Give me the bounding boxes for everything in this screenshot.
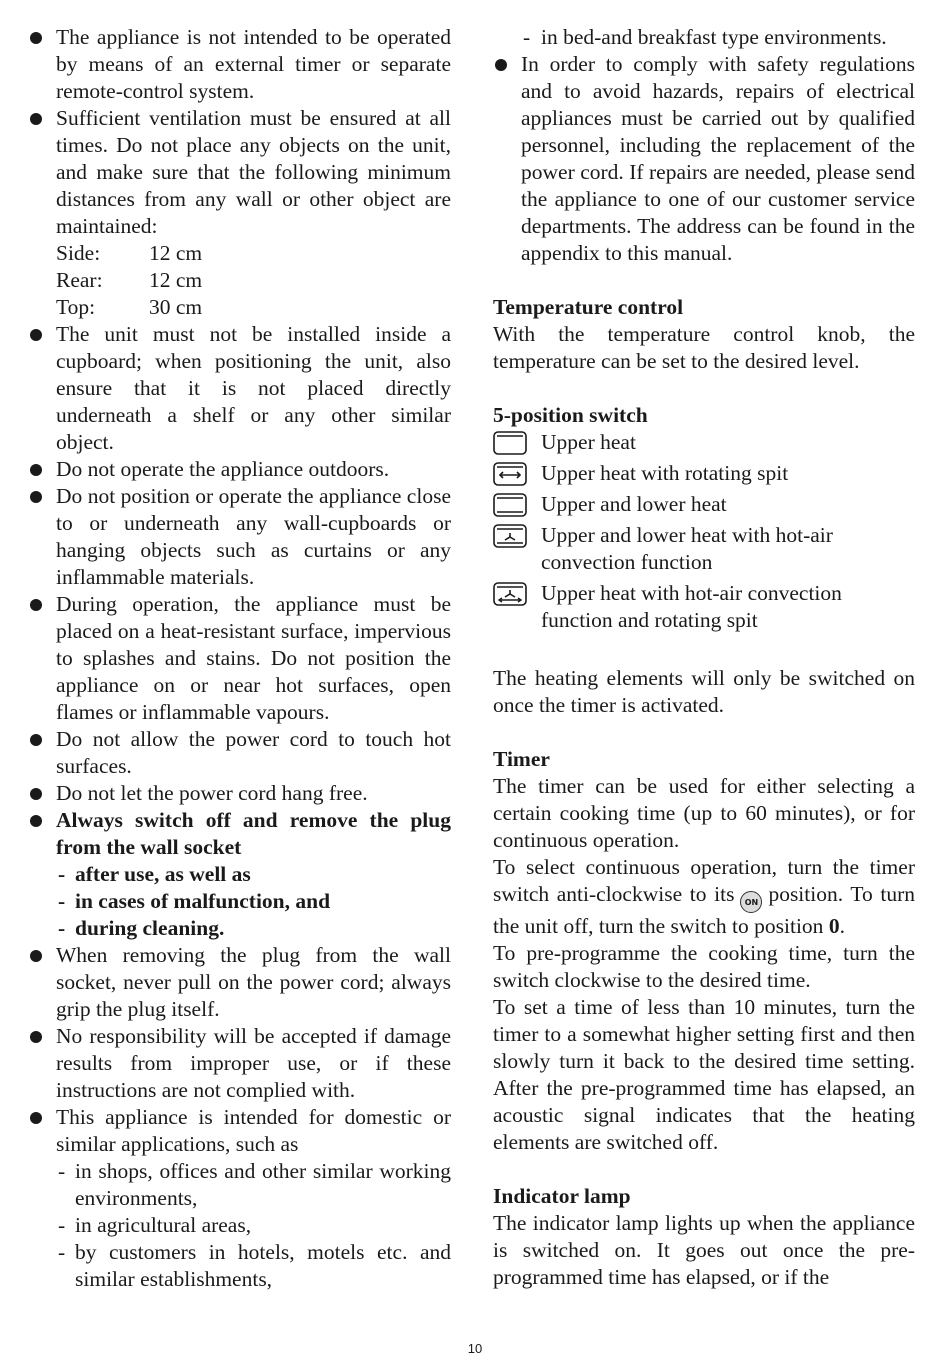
sub-item xyxy=(56,1239,451,1293)
section-heading-switch: 5-position switch xyxy=(493,403,648,427)
bullet-heat-resistant xyxy=(28,591,451,726)
sub-item xyxy=(56,1212,451,1239)
switch-item-upper-lower-convection xyxy=(493,522,915,576)
upper-convection-spit-icon xyxy=(493,582,527,606)
position-zero: 0 xyxy=(828,914,840,938)
sub-item-text: - by customers in hotels, motels etc. and similar establishments, xyxy=(75,1240,451,1291)
bullet-text: Always switch off and remove the plug from the wall socket xyxy=(56,808,451,859)
section-heading-temperature: Temperature control xyxy=(493,295,684,319)
distance-value: 12 cm xyxy=(149,241,203,265)
right-column xyxy=(493,24,915,1291)
switch-item-upper-lower-heat xyxy=(493,491,915,518)
sub-item: - in bed-and breakfast type environments. xyxy=(493,24,915,51)
switch-item-label: Upper and lower heat with hot-air convection function xyxy=(541,523,833,574)
bullet-remove-plug xyxy=(28,942,451,1023)
distance-row-top xyxy=(56,294,451,321)
bullet-cord-free xyxy=(28,780,451,807)
bullet-text: This appliance is intended for domestic or similar applications, such as xyxy=(56,1105,451,1156)
upper-lower-heat-icon xyxy=(493,493,527,517)
bullet-domestic-use xyxy=(28,1104,451,1293)
bullet-text: During operation, the appliance must be placed on a heat-resistant surface, impervious to splashes and stains. Do not position the appliance on or near hot surfaces, open flames or inflammable vapours. xyxy=(56,592,451,724)
bullet-text: Sufficient ventilation must be ensured at all times. Do not place any objects on the unit, and make sure that the following minimum distances from any wall or other object are maintained: xyxy=(56,106,451,238)
page-number: 10 xyxy=(467,1341,483,1356)
bullet-text: The unit must not be installed inside a cupboard; when positioning the unit, also ensure that it is not placed directly underneath a shelf or any other similar object. xyxy=(56,322,451,454)
timer-paragraph-3: To pre-programme the cooking time, turn the switch clockwise to the desired time. xyxy=(493,941,915,992)
left-column xyxy=(28,24,451,1293)
upper-lower-convection-icon xyxy=(493,524,527,548)
timer-paragraph-2 xyxy=(493,854,915,940)
temperature-text: With the temperature control knob, the temperature can be set to the desired level. xyxy=(493,322,915,373)
bullet-responsibility xyxy=(28,1023,451,1104)
switch-item-upper-convection-spit xyxy=(493,580,915,634)
upper-heat-icon xyxy=(493,431,527,455)
timer-paragraph-4: To set a time of less than 10 minutes, turn the timer to a somewhat higher setting first and then slowly turn it back to the desired time setting. After the pre-programmed time has elapsed, an acoustic signal indicates that the heating elements are switched off. xyxy=(493,995,915,1154)
distance-label: Rear: xyxy=(56,268,103,292)
switch-item-label: Upper heat xyxy=(541,430,636,454)
section-heading-indicator-lamp: Indicator lamp xyxy=(493,1184,631,1208)
sub-item-text: - in agricultural areas, xyxy=(75,1213,252,1237)
bullet-text: Do not operate the appliance outdoors. xyxy=(56,457,390,481)
sub-item: - during cleaning. xyxy=(56,915,451,942)
bullet-repairs xyxy=(493,51,915,267)
spacer xyxy=(493,375,915,402)
distance-value: 12 cm xyxy=(149,268,203,292)
distance-row-side xyxy=(56,240,451,267)
switch-item-label: Upper and lower heat xyxy=(541,492,727,516)
switch-item-upper-heat-spit xyxy=(493,460,915,487)
sub-item xyxy=(56,1158,451,1212)
bullet-text: No responsibility will be accepted if damage results from improper use, or if these instructions are not complied with. xyxy=(56,1024,451,1102)
spacer xyxy=(493,638,915,665)
bullet-cord-hot xyxy=(28,726,451,780)
spacer xyxy=(493,1156,915,1183)
distance-label: Top: xyxy=(56,295,96,319)
bullet-text: The appliance is not intended to be operated by means of an external timer or separate remote-control system. xyxy=(56,25,451,103)
spacer xyxy=(493,719,915,746)
switch-item-label: Upper heat with hot-air convection function and rotating spit xyxy=(541,581,842,632)
sub-item-text: - in shops, offices and other similar working environments, xyxy=(75,1159,451,1210)
spacer xyxy=(493,267,915,294)
timer-on-position-icon: ON xyxy=(740,891,762,913)
distance-row-rear xyxy=(56,267,451,294)
bullet-text: In order to comply with safety regulations and to avoid hazards, repairs of electrical appliances must be carried out by qualified personnel, including the replacement of the power cord. If repairs are needed, please send the appliance to one of our customer service departments. The address can be found in the appendix to this manual. xyxy=(521,52,915,265)
sub-item: - in cases of malfunction, and xyxy=(56,888,451,915)
bullet-wall-cupboards xyxy=(28,483,451,591)
distance-label: Side: xyxy=(56,241,101,265)
bullet-text: When removing the plug from the wall socket, never pull on the power cord; always grip the plug itself. xyxy=(56,943,451,1021)
bullet-cupboard xyxy=(28,321,451,456)
timer-text: . xyxy=(839,914,845,938)
switch-item-label: Upper heat with rotating spit xyxy=(541,461,789,485)
timer-text: position. To turn the unit off, turn the switch to position xyxy=(493,882,915,938)
bullet-outdoors xyxy=(28,456,451,483)
timer-paragraph-1: The timer can be used for either selecting a certain cooking time (up to 60 minutes), or for continuous operation. xyxy=(493,774,915,852)
bullet-text: Do not let the power cord hang free. xyxy=(56,781,368,805)
timer-text: To select continuous operation, turn the timer switch anti-clockwise to its xyxy=(493,855,915,906)
bullet-switch-off xyxy=(28,807,451,942)
distance-value: 30 cm xyxy=(149,295,203,319)
bullet-ventilation xyxy=(28,105,451,321)
heating-note: The heating elements will only be switched on once the timer is activated. xyxy=(493,666,915,717)
switch-item-upper-heat xyxy=(493,429,915,456)
sub-item: - after use, as well as xyxy=(56,861,451,888)
indicator-lamp-text: The indicator lamp lights up when the appliance is switched on. It goes out once the pre-programmed time has elapsed, or if the xyxy=(493,1211,915,1289)
bullet-text: Do not position or operate the appliance close to or underneath any wall-cupboards or hanging objects such as curtains or any inflammable materials. xyxy=(56,484,451,589)
bullet-external-timer xyxy=(28,24,451,105)
section-heading-timer: Timer xyxy=(493,747,550,771)
bullet-text: Do not allow the power cord to touch hot surfaces. xyxy=(56,727,451,778)
upper-heat-spit-icon xyxy=(493,462,527,486)
